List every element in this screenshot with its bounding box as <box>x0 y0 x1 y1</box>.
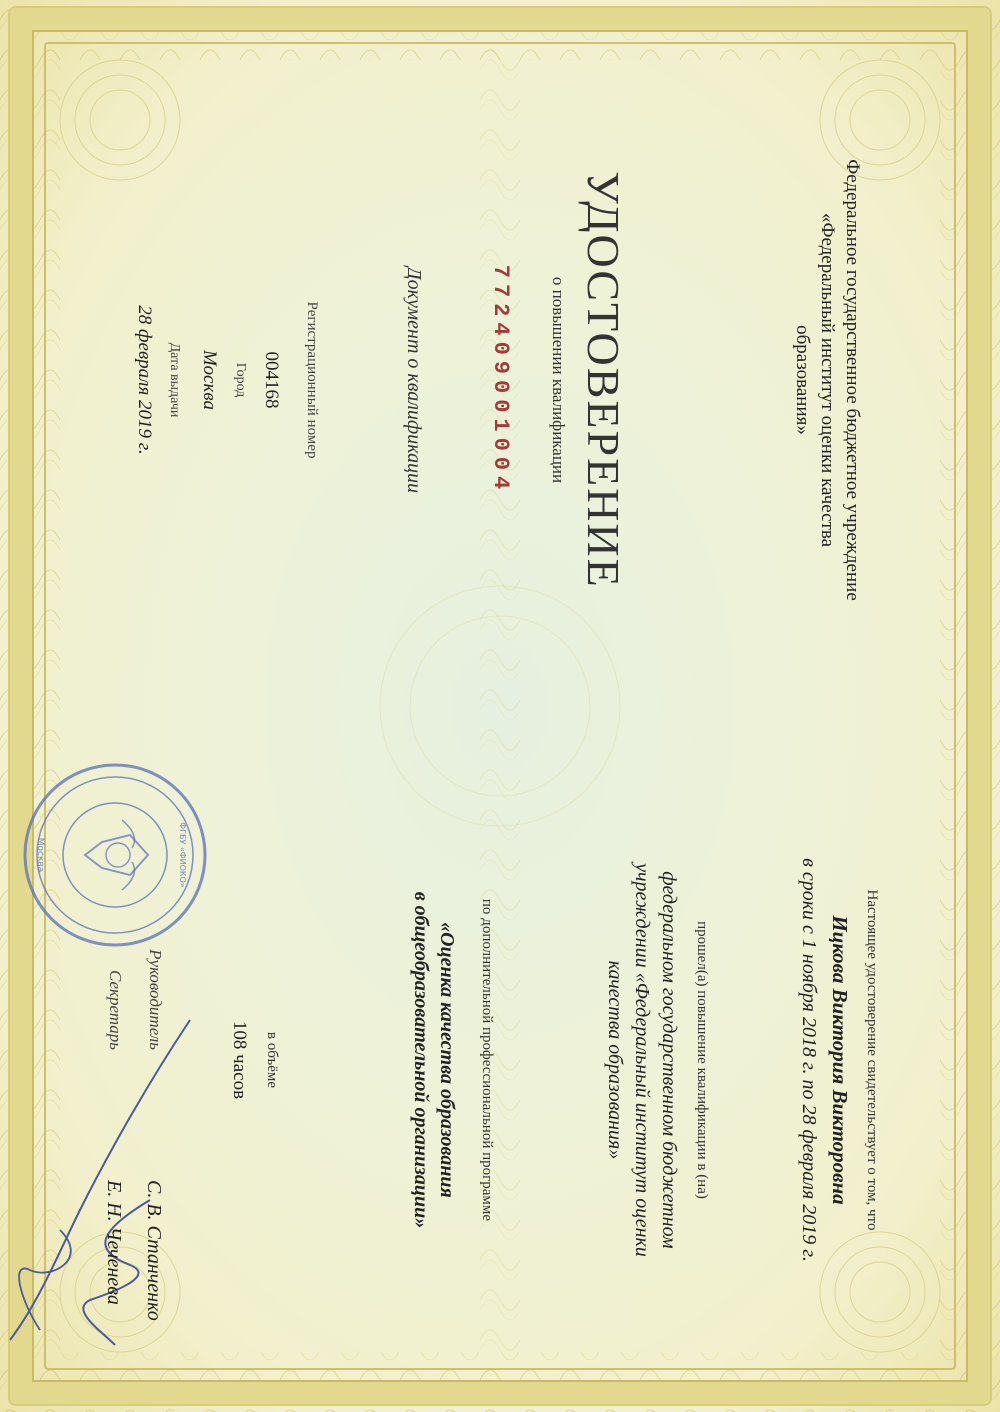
svg-text:Москва: Москва <box>35 837 45 873</box>
registration-label: Регистрационный номер <box>304 301 320 459</box>
institution-line: качества образования» <box>604 960 626 1160</box>
right-page <box>0 750 1000 1370</box>
institution-line: федеральном государственном бюджетном <box>658 871 680 1249</box>
signatory-name: Е. Н. Чеченева <box>103 1180 125 1305</box>
document-type: Документ о квалификации <box>403 266 425 494</box>
program-name-line: «Оценка качества образования <box>436 922 458 1198</box>
signatory-role: Руководитель <box>146 949 165 1050</box>
certification-intro: Настоящее удостоверение свидетельствует о том, что <box>864 889 880 1231</box>
issue-date-label: Дата выдачи <box>167 342 182 418</box>
org-name-line: образования» <box>792 325 813 435</box>
training-period: в сроки с 1 ноября 2018 г. по 28 февраля 2019 г. <box>798 858 820 1262</box>
document-subtitle: о повышении квалификации <box>549 276 568 484</box>
institution-line: учреждении «Федеральный институт оценки <box>631 863 653 1257</box>
org-name-line: «Федеральный институт оценки качества <box>817 212 838 548</box>
volume-label: в объёме <box>264 1031 280 1089</box>
holder-name: Ицкова Виктория Викторовна <box>828 915 852 1205</box>
volume-hours: 108 часов <box>229 1020 250 1100</box>
program-intro: по дополнительной профессиональной программе <box>479 898 495 1222</box>
document-title: УДОСТОВЕРЕНИЕ <box>578 171 629 589</box>
serial-number: 772409001004 <box>488 264 513 496</box>
training-institution <box>601 750 682 1370</box>
registration-number: 004168 <box>261 351 282 409</box>
issuing-organization <box>790 70 865 690</box>
program-name <box>408 750 460 1370</box>
org-name-line: Федеральное государственное бюджетное учреждение <box>842 159 863 601</box>
city-value: Москва <box>199 350 220 410</box>
signatory-role: Секретарь <box>106 970 125 1050</box>
svg-text:ФГБУ «ФИОКО»: ФГБУ «ФИОКО» <box>178 822 187 888</box>
city-label: Город <box>233 362 248 398</box>
signatory-name: С. В. Станченко <box>143 1180 165 1321</box>
official-seal-stamp <box>20 760 210 950</box>
program-name-line: в общеобразовательной организации» <box>410 891 432 1229</box>
left-page <box>0 70 1000 690</box>
passed-training-text: прошел(а) повышение квалификации в (на) <box>694 921 710 1199</box>
issue-date: 28 февраля 2019 г. <box>134 305 155 455</box>
